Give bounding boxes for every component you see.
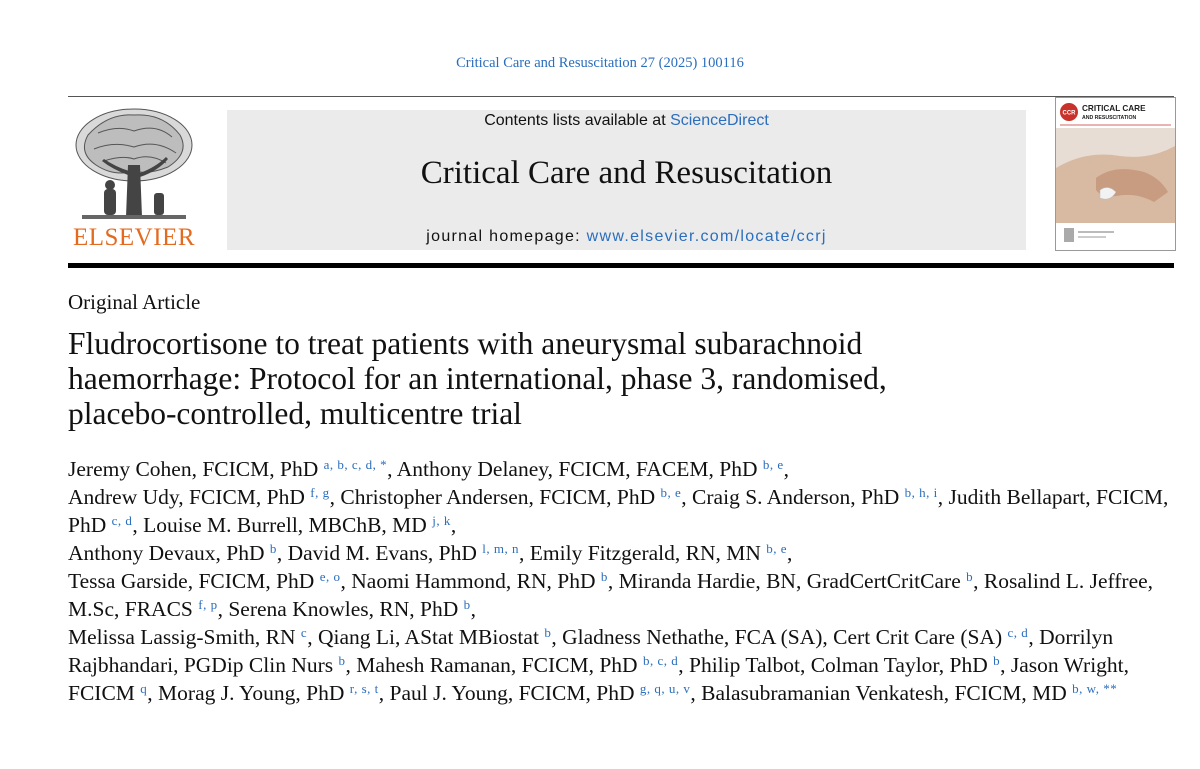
- author-affiliation-link[interactable]: b: [966, 569, 974, 584]
- cover-image-icon: [1056, 98, 1175, 250]
- author-affiliation-link[interactable]: b: [600, 569, 608, 584]
- author-name: Anthony Devaux, PhD: [68, 541, 265, 565]
- author-affiliation-link[interactable]: b: [993, 653, 1001, 668]
- cover-title-line1: CRITICAL CARE: [1082, 104, 1146, 113]
- author-affiliation-link[interactable]: c, d: [1007, 625, 1029, 640]
- author-name: Andrew Udy, FCICM, PhD: [68, 485, 305, 509]
- elsevier-logo[interactable]: [68, 105, 200, 255]
- author-name: Craig S. Anderson, PhD: [692, 485, 900, 509]
- cover-title-line2: AND RESUSCITATION: [1082, 115, 1137, 121]
- author-name: Miranda Hardie, BN, GradCertCritCare: [618, 569, 961, 593]
- author-affiliation-link[interactable]: r, s, t: [349, 681, 379, 696]
- author-name: Christopher Andersen, FCICM, PhD: [340, 485, 656, 509]
- title-line: haemorrhage: Protocol for an international, phase 3, randomised,: [68, 361, 887, 396]
- author-name: Morag J. Young, PhD: [158, 681, 345, 705]
- title-line: placebo-controlled, multicentre trial: [68, 396, 522, 431]
- author-name: Serena Knowles, RN, PhD: [228, 597, 459, 621]
- elsevier-wordmark: ELSEVIER: [72, 224, 196, 251]
- author-name: Judith Bellapart, FCICM, PhD: [68, 485, 1169, 537]
- author-name: David M. Evans, PhD: [287, 541, 477, 565]
- author-affiliation-link[interactable]: b: [338, 653, 346, 668]
- author-affiliation-link[interactable]: g, q, u, v: [639, 681, 691, 696]
- author-affiliation-link[interactable]: q: [140, 681, 148, 696]
- author-affiliation-link[interactable]: f, p: [198, 597, 218, 612]
- author-affiliation-link[interactable]: b, w, **: [1072, 681, 1118, 696]
- author-name: Rosalind L. Jeffree, M.Sc, FRACS: [68, 569, 1154, 621]
- sciencedirect-link[interactable]: ScienceDirect: [670, 112, 769, 129]
- author-affiliation-link[interactable]: l, m, n: [482, 541, 520, 556]
- author-name: Gladness Nethathe, FCA (SA), Cert Crit Care (SA): [562, 625, 1003, 649]
- author-affiliation-link[interactable]: b, e: [660, 485, 682, 500]
- author-affiliation-link[interactable]: a, b, c, d, *: [323, 457, 388, 472]
- author-affiliation-link[interactable]: c, d: [111, 513, 133, 528]
- journal-title: Critical Care and Resuscitation: [420, 155, 833, 191]
- contents-prefix: Contents lists available at: [484, 112, 671, 129]
- journal-banner: [227, 110, 1026, 250]
- author-affiliation-link[interactable]: b, e: [766, 541, 788, 556]
- article-type: Original Article: [68, 290, 201, 314]
- cover-badge: CCR: [1062, 110, 1076, 117]
- homepage-prefix: journal homepage:: [426, 228, 587, 245]
- journal-citation[interactable]: Critical Care and Resuscitation 27 (2025) 100116: [456, 55, 744, 71]
- author-name: Jason Wright, FCICM: [68, 653, 1130, 705]
- author-affiliation-link[interactable]: b, h, i: [904, 485, 938, 500]
- author-affiliation-link[interactable]: b, e: [762, 457, 784, 472]
- author-affiliation-link[interactable]: f, g: [310, 485, 330, 500]
- author-affiliation-link[interactable]: e, o: [319, 569, 341, 584]
- author-name: Louise M. Burrell, MBChB, MD: [143, 513, 427, 537]
- author-affiliation-link[interactable]: b, c, d: [642, 653, 679, 668]
- author-name: Paul J. Young, FCICM, PhD: [389, 681, 635, 705]
- author-name: Mahesh Ramanan, FCICM, PhD: [356, 653, 638, 677]
- author-affiliation-link[interactable]: b: [544, 625, 552, 640]
- author-name: Jeremy Cohen, FCICM, PhD: [68, 457, 319, 481]
- elsevier-tree-icon: [68, 105, 200, 223]
- author-name: Qiang Li, AStat MBiostat: [317, 625, 539, 649]
- article-title: [68, 326, 1068, 431]
- author-name: Emily Fitzgerald, RN, MN: [529, 541, 761, 565]
- homepage-link[interactable]: www.elsevier.com/locate/ccrj: [586, 228, 827, 245]
- homepage-line: [227, 228, 1026, 246]
- author-list: Jeremy Cohen, FCICM, PhD $^{a, b, c, d, *}$, Anthony Delaney, FCICM, FACEM, PhD $^{b, e}$, Andrew Udy, FCICM, PhD $^{f, g}$, Christopher Andersen, FCICM, PhD $^{b, e}$, Craig S. Anderson, PhD $^{b, h, i}$, Judith Bellapart, FCICM, PhD $^{c, d}$, Louise M. Burrell, MBChB, MD $^{j, k}$, Anthony Devaux, PhD $^b$, David M. Evans, PhD $^{l, m, n}$, Emily Fitzgerald, RN, MN $^{b, e}$, Tessa Garside, FCICM, PhD $^{e, o}$, Naomi Hammond, RN, PhD $^b$, Miranda Hardie, BN, GradCertCritCare $^b$, Rosalind L. Jeffree, M.Sc, FRACS $^{f, p}$, Serena Knowles, RN, PhD $^b$, Melissa Lassig-Smith, RN $^c$, Qiang Li, AStat MBiostat $^b$, Gladness Nethathe, FCA (SA), Cert Crit Care (SA) $^{c, d}$, Dorrilyn Rajbhandari, PGDip Clin Nurs $^b$, Mahesh Ramanan, FCICM, PhD $^{b, c, d}$, Philip Talbot, Colman Taylor, PhD $^b$, Jason Wright, FCICM $^q$, Morag J. Young, PhD $^{r, s, t}$, Paul J. Young, FCICM, PhD $^{g, q, u, v}$, Balasubramanian Venkatesh, FCICM, MD $^{b, w, **}$: [68, 457, 1169, 705]
- author-name: Naomi Hammond, RN, PhD: [351, 569, 596, 593]
- author-affiliation-link[interactable]: b: [463, 597, 471, 612]
- author-affiliation-link[interactable]: c: [300, 625, 308, 640]
- author-affiliation-link[interactable]: b: [269, 541, 277, 556]
- author-name: Philip Talbot, Colman Taylor, PhD: [688, 653, 988, 677]
- author-name: Tessa Garside, FCICM, PhD: [68, 569, 315, 593]
- author-name: Melissa Lassig-Smith, RN: [68, 625, 296, 649]
- header-divider: [68, 96, 1174, 97]
- author-name: Anthony Delaney, FCICM, FACEM, PhD: [396, 457, 758, 481]
- header-bottom-rule: [68, 263, 1174, 268]
- title-line: Fludrocortisone to treat patients with aneurysmal subarachnoid: [68, 326, 863, 361]
- author-name: Balasubramanian Venkatesh, FCICM, MD: [701, 681, 1067, 705]
- contents-line: [227, 110, 1026, 131]
- author-name: Dorrilyn Rajbhandari, PGDip Clin Nurs: [68, 625, 1114, 677]
- author-affiliation-link[interactable]: j, k: [432, 513, 451, 528]
- journal-cover-thumbnail[interactable]: [1055, 97, 1176, 251]
